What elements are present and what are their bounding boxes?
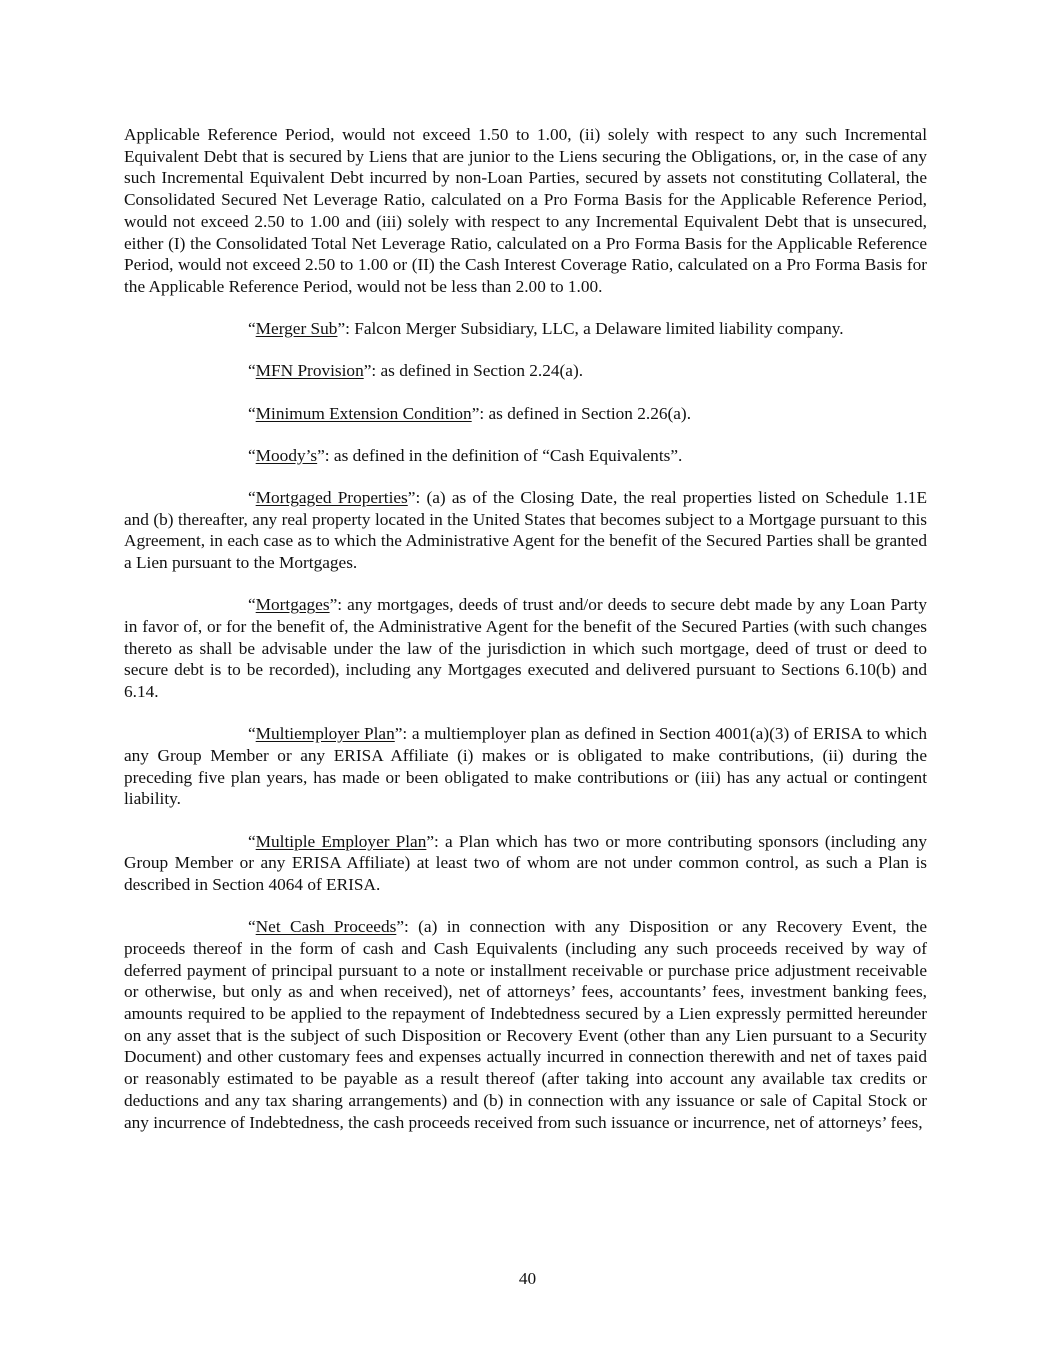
open-quote: “ — [248, 487, 256, 507]
open-quote: “ — [248, 831, 256, 851]
defined-term: Merger Sub — [255, 319, 338, 339]
defined-term: Moody’s — [255, 445, 318, 465]
definition-moodys — [124, 445, 927, 467]
definition-minimum-extension-condition — [124, 403, 927, 425]
definition-text: ”: as defined in the definition of “Cash Equivalents”. — [317, 445, 683, 465]
open-quote: “ — [248, 403, 256, 423]
definition-mortgaged-properties — [124, 487, 927, 574]
open-quote: “ — [248, 917, 256, 937]
defined-term: Mortgages — [255, 595, 330, 615]
definition-text: ”: as defined in Section 2.24(a). — [363, 361, 584, 381]
defined-term: Multiple Employer Plan — [255, 831, 427, 851]
defined-term: MFN Provision — [255, 361, 364, 381]
definition-text: ”: a multiemployer plan as defined in Section 4001(a)(3) of ERISA to which any Group Member or any ERISA Affiliate (i) makes or is obligated to make contributions, (ii) during the preceding five plan years, has made or been obligated to make contributions or (iii) has any actual or contingent liability. — [124, 724, 927, 809]
definition-text: ”: Falcon Merger Subsidiary, LLC, a Delaware limited liability company. — [337, 319, 844, 339]
definition-merger-sub — [124, 318, 927, 340]
defined-term: Minimum Extension Condition — [255, 403, 472, 423]
definition-multiemployer-plan — [124, 723, 927, 810]
open-quote: “ — [248, 445, 256, 465]
defined-term: Net Cash Proceeds — [255, 917, 397, 937]
page-number: 40 — [518, 1269, 537, 1288]
definition-text: ”: a Plan which has two or more contributing sponsors (including any Group Member or any ERISA Affiliate) at least two of whom are not under common control, as such a Plan is described in Section 4064 of ERISA. — [124, 831, 927, 894]
definition-text: ”: as defined in Section 2.26(a). — [471, 403, 692, 423]
definition-text: ”: any mortgages, deeds of trust and/or deeds to secure debt made by any Loan Party in favor of, or for the benefit of, the Administrative Agent for the benefit of the Secured Parties (with such changes thereto as shall be advisable under the law of the jurisdiction in which such mortgage, deed of trust or deed to secure debt is to be recorded), including any Mortgages executed and delivered pursuant to Sections 6.10(b) and 6.14. — [124, 595, 927, 702]
definition-multiple-employer-plan — [124, 831, 927, 896]
open-quote: “ — [248, 595, 256, 615]
definition-net-cash-proceeds — [124, 916, 927, 1133]
intro-continuation-paragraph: Applicable Reference Period, would not exceed 1.50 to 1.00, (ii) solely with respect to any such Incremental Equivalent Debt that is secured by Liens that are junior to the Liens securing the Obligations, or, in the case of any such Incremental Equivalent Debt incurred by non-Loan Parties, secured by assets not constituting Collateral, the Consolidated Secured Net Leverage Ratio, calculated on a Pro Forma Basis for the Applicable Reference Period, would not exceed 2.50 to 1.00 and (iii) solely with respect to any Incremental Equivalent Debt that is unsecured, either (I) the Consolidated Total Net Leverage Ratio, calculated on a Pro Forma Basis for the Applicable Reference Period, would not exceed 2.50 to 1.00 or (II) the Cash Interest Coverage Ratio, calculated on a Pro Forma Basis for the Applicable Reference Period, would not be less than 2.00 to 1.00. — [124, 125, 927, 296]
defined-term: Mortgaged Properties — [255, 487, 408, 507]
open-quote: “ — [248, 724, 256, 744]
definition-mortgages — [124, 594, 927, 703]
document-page — [124, 124, 927, 1154]
open-quote: “ — [248, 319, 256, 339]
defined-term: Multiemployer Plan — [255, 724, 395, 744]
definition-text: ”: (a) in connection with any Disposition or any Recovery Event, the proceeds thereof in the form of cash and Cash Equivalents (including any such proceeds received by way of deferred payment of principal pursuant to a note or installment receivable or purchase price adjustment receivable or otherwise, but only as and when received), net of attorneys’ fees, accountants’ fees, investment banking fees, amounts required to be applied to the repayment of Indebtedness secured by a Lien expressly permitted hereunder on any asset that is the subject of such Disposition or Recovery Event (other than any Lien pursuant to a Security Document) and other customary fees and expenses actually incurred in connection therewith and net of taxes paid or reasonably estimated to be payable as a result thereof (after taking into account any available tax credits or deductions and any tax sharing arrangements) and (b) in connection with any issuance or sale of Capital Stock or any incurrence of Indebtedness, the cash proceeds received from such issuance or incurrence, net of attorneys’ fees, — [124, 917, 928, 1132]
definition-text: ”: (a) as of the Closing Date, the real properties listed on Schedule 1.1E and (b) thereafter, any real property located in the United States that becomes subject to a Mortgage pursuant to this Agreement, in each case as to which the Administrative Agent for the benefit of the Secured Parties shall be granted a Lien pursuant to the Mortgages. — [124, 487, 927, 573]
definition-mfn-provision — [124, 360, 927, 382]
open-quote: “ — [248, 361, 256, 381]
